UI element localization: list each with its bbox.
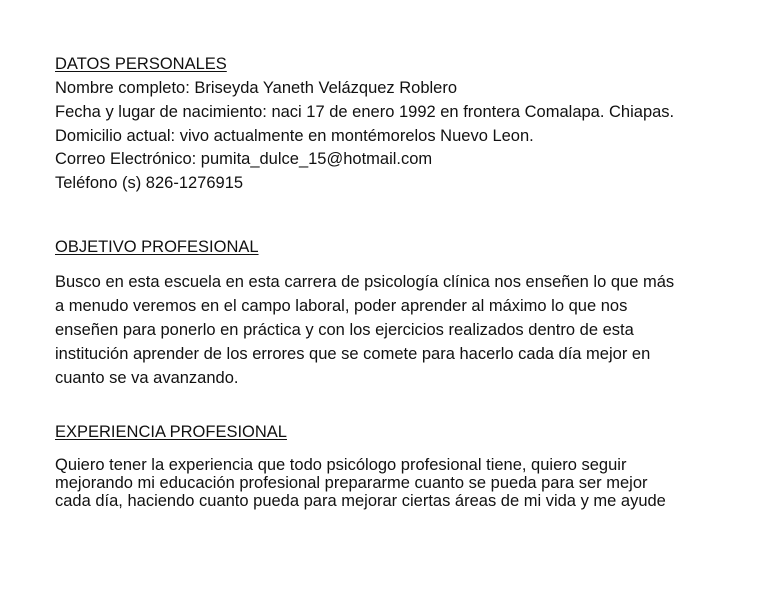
correo-line: Correo Electrónico: pumita_dulce_15@hotmail.com (55, 150, 433, 168)
paragraph-line: cuanto se va avanzando. (55, 369, 239, 387)
experiencia-paragraph (55, 456, 715, 510)
paragraph-line: enseñen para ponerlo en práctica y con los ejercicios realizados dentro de esta (55, 321, 634, 339)
section-heading-datos-personales: DATOS PERSONALES (55, 55, 227, 73)
paragraph-line: Quiero tener la experiencia que todo psicólogo profesional tiene, quiero seguir (55, 456, 627, 474)
telefono-line: Teléfono (s) 826-1276915 (55, 174, 244, 192)
paragraph-line: cada día, haciendo cuanto pueda para mejorar ciertas áreas de mi vida y me ayude (55, 492, 666, 510)
section-heading-objetivo-profesional: OBJETIVO PROFESIONAL (55, 238, 259, 256)
paragraph-line: institución aprender de los errores que se comete para hacerlo cada día mejor en (55, 345, 651, 363)
domicilio-line: Domicilio actual: vivo actualmente en montémorelos Nuevo Leon. (55, 127, 534, 145)
paragraph-line: a menudo veremos en el campo laboral, poder aprender al máximo lo que nos (55, 297, 628, 315)
nombre-completo-line: Nombre completo: Briseyda Yaneth Velázquez Roblero (55, 79, 458, 97)
objetivo-paragraph (55, 270, 715, 390)
fecha-nacimiento-line: Fecha y lugar de nacimiento: naci 17 de enero 1992 en frontera Comalapa. Chiapas. (55, 103, 675, 121)
paragraph-line: Busco en esta escuela en esta carrera de psicología clínica nos enseñen lo que más (55, 273, 675, 291)
paragraph-line: mejorando mi educación profesional prepararme cuanto se pueda para ser mejor (55, 474, 648, 492)
section-heading-experiencia-profesional: EXPERIENCIA PROFESIONAL (55, 423, 287, 441)
